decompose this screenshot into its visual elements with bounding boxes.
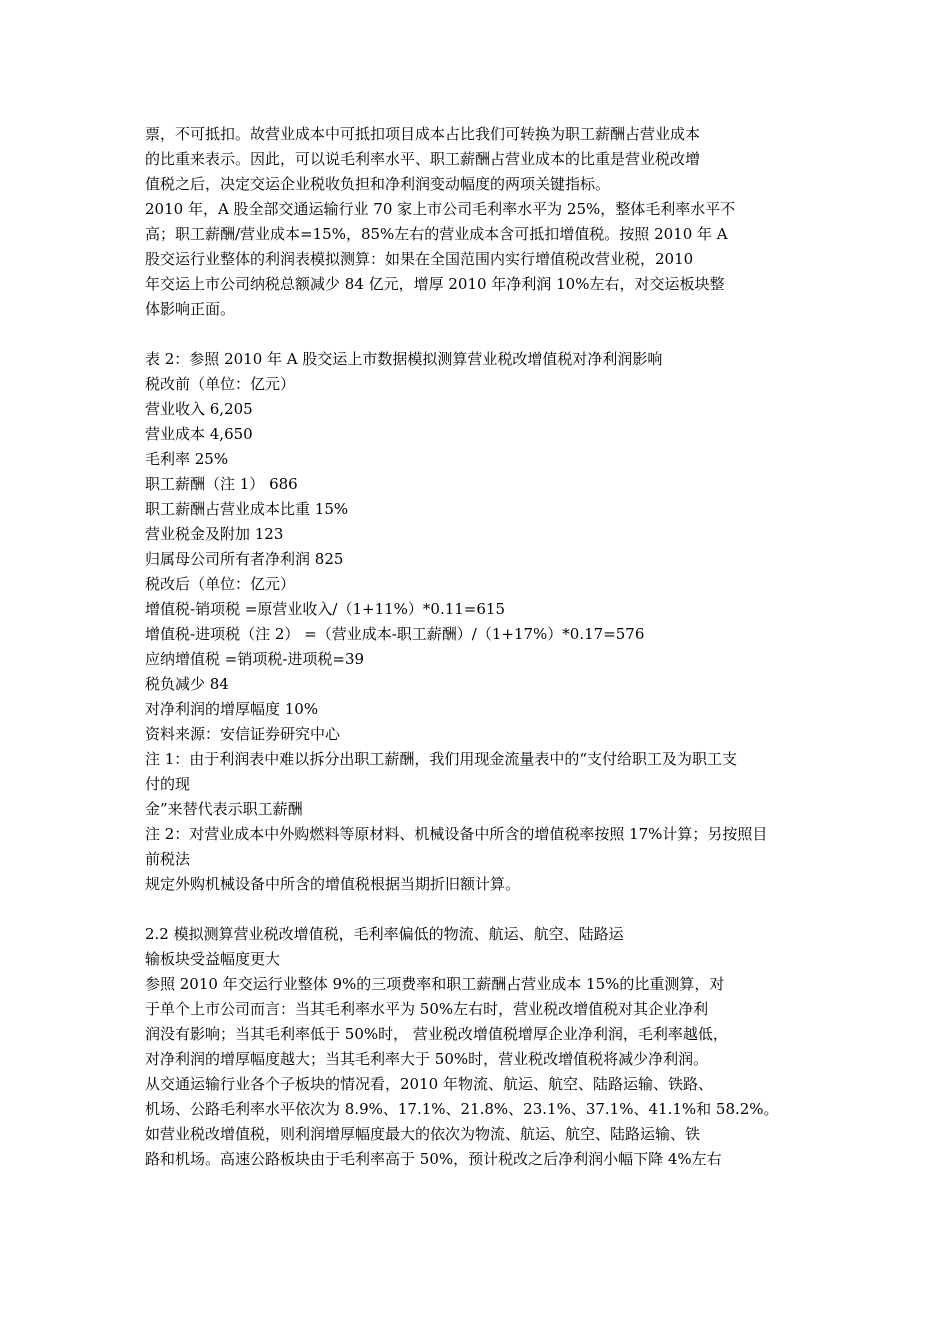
text-line: 的比重来表示。因此，可以说毛利率水平、职工薪酬占营业成本的比重是营业税改增	[145, 150, 701, 168]
paragraph-vat-reform-intro	[145, 122, 825, 322]
text-line: 值税之后，决定交运企业税收负担和净利润变动幅度的两项关键指标。	[145, 175, 611, 193]
table-note: 付的现	[145, 775, 191, 793]
text-line: 对净利润的增厚幅度越大；当其毛利率大于 50%时，营业税改增值税将减少净利润。	[145, 1050, 709, 1068]
table-note: 注 2：对营业成本中外购燃料等原材料、机械设备中所含的增值税率按照 17%计算；另按照目	[145, 825, 768, 843]
section-heading: 2.2 模拟测算营业税改增值税，毛利率偏低的物流、航运、航空、陆路运	[145, 925, 624, 943]
table-row: 归属母公司所有者净利润 825	[145, 550, 344, 568]
table-row: 应纳增值税 =销项税-进项税=39	[145, 650, 365, 668]
text-line: 体影响正面。	[145, 300, 236, 318]
paragraph-spacer	[145, 322, 825, 347]
table-source: 资料来源：安信证券研究中心	[145, 725, 341, 743]
table-note: 注 1：由于利润表中难以拆分出职工薪酬，我们用现金流量表中的“支付给职工及为职工支	[145, 750, 737, 768]
table-row: 营业收入 6,205	[145, 400, 253, 418]
table-row: 毛利率 25%	[145, 450, 229, 468]
text-line: 于单个上市公司而言：当其毛利率水平为 50%左右时，营业税改增值税对其企业净利	[145, 1000, 709, 1018]
text-line: 路和机场。高速公路板块由于毛利率高于 50%，预计税改之后净利润小幅下降 4%左右	[145, 1150, 722, 1168]
table-note: 规定外购机械设备中所含的增值税根据当期折旧额计算。	[145, 875, 521, 893]
table-row: 增值税-销项税 =原营业收入/（1+11%）*0.11=615	[145, 600, 506, 618]
paragraph-spacer	[145, 897, 825, 922]
text-line: 股交运行业整体的利润表模拟测算：如果在全国范围内实行增值税改营业税，2010	[145, 250, 694, 268]
table-note: 前税法	[145, 850, 191, 868]
table-row: 职工薪酬占营业成本比重 15%	[145, 500, 349, 518]
text-line: 票，不可抵扣。故营业成本中可抵扣项目成本占比我们可转换为职工薪酬占营业成本	[145, 125, 701, 143]
section-heading: 输板块受益幅度更大	[145, 950, 281, 968]
document-page	[145, 122, 825, 1172]
table-row: 对净利润的增厚幅度 10%	[145, 700, 319, 718]
table-section-header: 税改后（单位：亿元）	[145, 575, 296, 593]
table-row: 税负减少 84	[145, 675, 229, 693]
text-line: 机场、公路毛利率水平依次为 8.9%、17.1%、21.8%、23.1%、37.1%、41.1%和 58.2%。	[145, 1100, 779, 1118]
text-line: 如营业税改增值税，则利润增厚幅度最大的依次为物流、航运、航空、陆路运输、铁	[145, 1125, 701, 1143]
text-line: 润没有影响；当其毛利率低于 50%时， 营业税改增值税增厚企业净利润，毛利率越低，	[145, 1025, 728, 1043]
table-row: 增值税-进项税（注 2） =（营业成本-职工薪酬）/（1+17%）*0.17=576	[145, 625, 645, 643]
table-2-simulation	[145, 347, 825, 897]
table-section-header: 税改前（单位：亿元）	[145, 375, 296, 393]
table-row: 职工薪酬（注 1） 686	[145, 475, 298, 493]
table-note: 金”来替代表示职工薪酬	[145, 800, 303, 818]
text-line: 年交运上市公司纳税总额减少 84 亿元，增厚 2010 年净利润 10%左右，对交运板块整	[145, 275, 725, 293]
table-row: 营业成本 4,650	[145, 425, 253, 443]
text-line: 从交通运输行业各个子板块的情况看，2010 年物流、航运、航空、陆路运输、铁路、	[145, 1075, 713, 1093]
table-row: 营业税金及附加 123	[145, 525, 284, 543]
table-caption: 表 2：参照 2010 年 A 股交运上市数据模拟测算营业税改增值税对净利润影响	[145, 350, 663, 368]
text-line: 高；职工薪酬/营业成本=15%，85%左右的营业成本含可抵扣增值税。按照 2010 年 A	[145, 225, 728, 243]
section-2-2	[145, 922, 825, 1172]
text-line: 2010 年，A 股全部交通运输行业 70 家上市公司毛利率水平为 25%，整体毛利率水平不	[145, 200, 736, 218]
text-line: 参照 2010 年交运行业整体 9%的三项费率和职工薪酬占营业成本 15%的比重测算，对	[145, 975, 725, 993]
